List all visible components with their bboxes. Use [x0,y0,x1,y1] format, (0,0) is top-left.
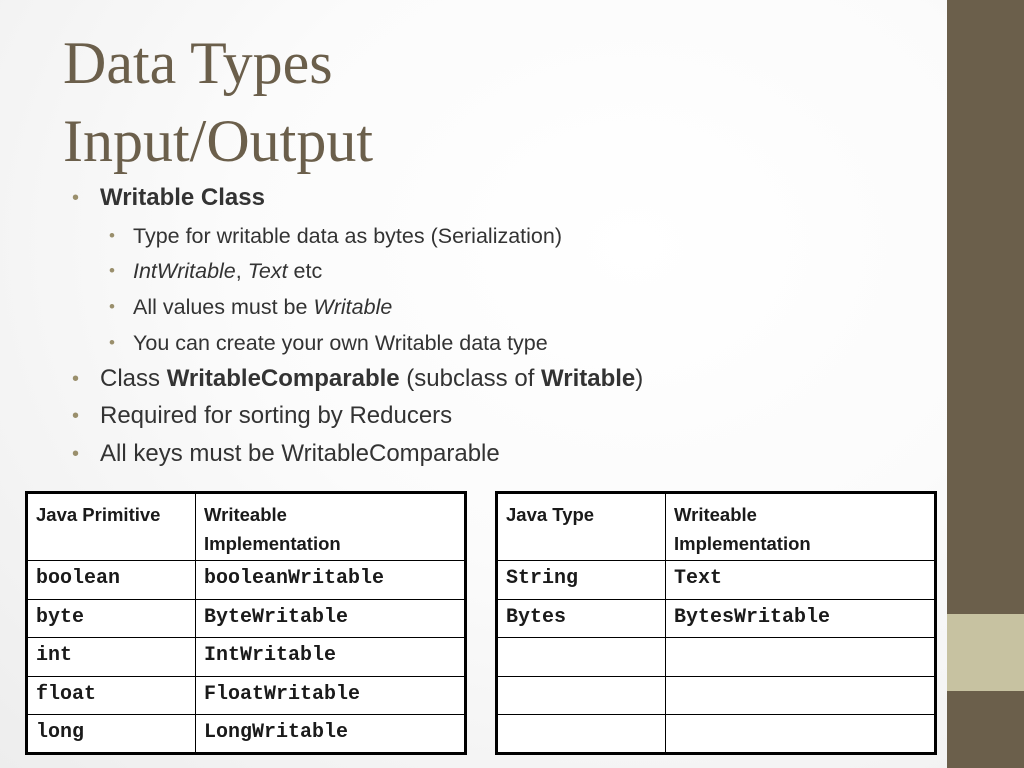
header-cell-writeable-implementation: Writeable Implementation [196,493,466,561]
header-cell-java-primitive: Java Primitive [27,493,196,561]
title-line-1: Data Types [63,30,333,96]
table-row [27,599,466,638]
title-line-2: Input/Output [63,108,373,174]
sub-bullet-custom-type: • You can create your own Writable data type [133,327,548,359]
table-row [27,715,466,754]
table-cell: FloatWritable [196,676,466,715]
sub-bullet-serialization: • Type for writable data as bytes (Serialization) [133,220,562,252]
header-cell-writeable-implementation: Writeable Implementation [666,493,936,561]
bullet-keys-comparable: • All keys must be WritableComparable [100,438,500,470]
bullet-writable-class: • Writable Class [100,182,265,214]
table-cell: float [27,676,196,715]
bullet-sorting-reducers: • Required for sorting by Reducers [100,400,452,432]
table-cell: int [27,638,196,677]
bullet-writable-comparable: • Class WritableComparable (subclass of Writable) [100,363,643,395]
table-cell: Bytes [497,599,666,638]
table-row [27,561,466,600]
slide-title [63,24,373,180]
sub-bullet-examples: • IntWritable, Text etc [133,255,322,287]
decorative-sidebar-band [947,614,1024,691]
table-row [497,676,936,715]
table-cell [666,676,936,715]
table-cell: BytesWritable [666,599,936,638]
table-cell: ByteWritable [196,599,466,638]
table-row [497,638,936,677]
table-cell: IntWritable [196,638,466,677]
table-row [27,638,466,677]
primitives-table [25,491,467,755]
table-cell: LongWritable [196,715,466,754]
table-header-row [497,493,936,561]
table-cell: long [27,715,196,754]
table-cell [666,638,936,677]
table-row [27,676,466,715]
table-cell [497,638,666,677]
table-row [497,561,936,600]
table-header-row [27,493,466,561]
table-cell: booleanWritable [196,561,466,600]
table-row [497,715,936,754]
table-cell [497,715,666,754]
header-cell-java-type: Java Type [497,493,666,561]
table-cell: Text [666,561,936,600]
table-row [497,599,936,638]
table-cell: String [497,561,666,600]
sub-bullet-values-writable: • All values must be Writable [133,291,392,323]
table-cell [497,676,666,715]
table-cell [666,715,936,754]
table-cell: boolean [27,561,196,600]
types-table [495,491,937,755]
table-cell: byte [27,599,196,638]
